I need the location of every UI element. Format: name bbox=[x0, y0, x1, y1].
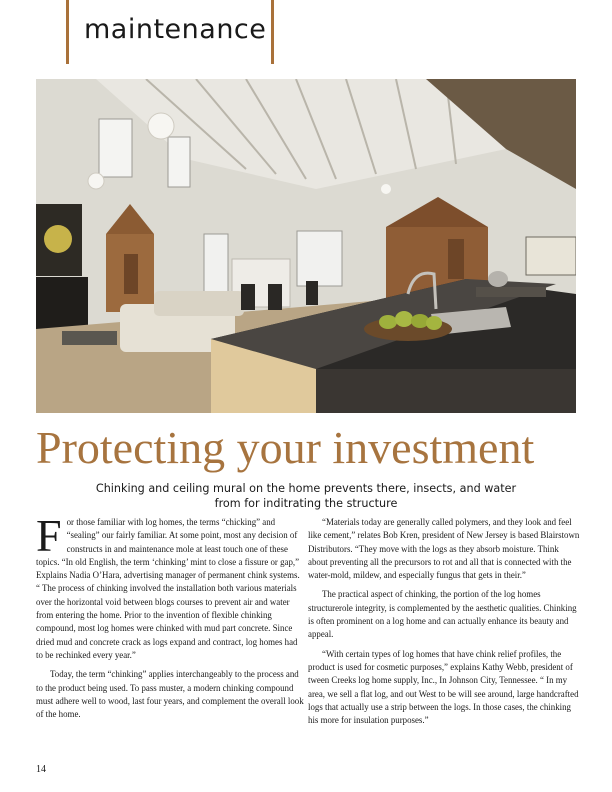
left-paragraph-2: Today, the term “chinking” applies interchangeably to the process and to the product being used. To pass muster, a modern chinking compound must adhere well to wood, last four years, and complement the overall look of the home. bbox=[36, 669, 304, 720]
right-paragraph-3: “With certain types of log homes that have chink relief profiles, the product is used for cosmetic purposes,” explains Kathy Webb, president of tween Creeks log home supply, Inc., In Johnson City, Tennessee. “ In my area, we sell a flat log, and out West to be will see around, large handcrafted logs that actually use a strip between the logs. In those cases, the chinking his more for insulation purposes.” bbox=[308, 648, 579, 726]
left-column bbox=[36, 510, 304, 721]
section-label: maintenance bbox=[84, 14, 267, 45]
article-headline: Protecting your investment bbox=[36, 422, 535, 473]
kitchen-interior-photo bbox=[36, 79, 576, 413]
right-column bbox=[308, 516, 580, 727]
left-paragraph-1-text: or those familiar with log homes, the terms “chicking” and “sealing” our fairly familiar. At some point, most any decision of constructs in and maintenance mole at least touch one of these topics. “In old English, the term ‘chinking’ mint to close a fissure or gap,” Explains Nadia O’Hara, advertising manager of permanent chink systems. “ The process of chinking involved the installation both various materials over the horizontal void between blogs courses to prevent air and water from entering the home. Prior to the invention of flexible chinking compound, most log homes were chinked with mud part concrete. Since dried mud and concrete crack as logs expand and contract, log homes had to be rechinked every year.” bbox=[36, 517, 300, 660]
deck-line-2: from for inditrating the structure bbox=[214, 497, 398, 510]
article-deck bbox=[60, 481, 552, 511]
right-paragraph-1: “Materials today are generally called polymers, and they look and feel like cement,” relates Bob Kren, president of New Jersey is based Blairstown Distributors. “They move with the logs as they absorb moisture. Think about preventing all the precursors to rot and all that is connected with the water-mold, mildew, and especially fungus that gets in their.” bbox=[308, 517, 580, 581]
deck-line-1: Chinking and ceiling mural on the home prevents there, insects, and water bbox=[95, 482, 517, 495]
left-paragraph-1 bbox=[36, 510, 304, 662]
drop-cap: F bbox=[36, 510, 62, 561]
right-paragraph-2: The practical aspect of chinking, the portion of the log homes structurerole integrity, is complemented by the aesthetic qualities. Chinking is often prominent on a log home and can actually enhance its beauty and appeal. bbox=[308, 589, 577, 640]
page-number: 14 bbox=[36, 764, 46, 775]
